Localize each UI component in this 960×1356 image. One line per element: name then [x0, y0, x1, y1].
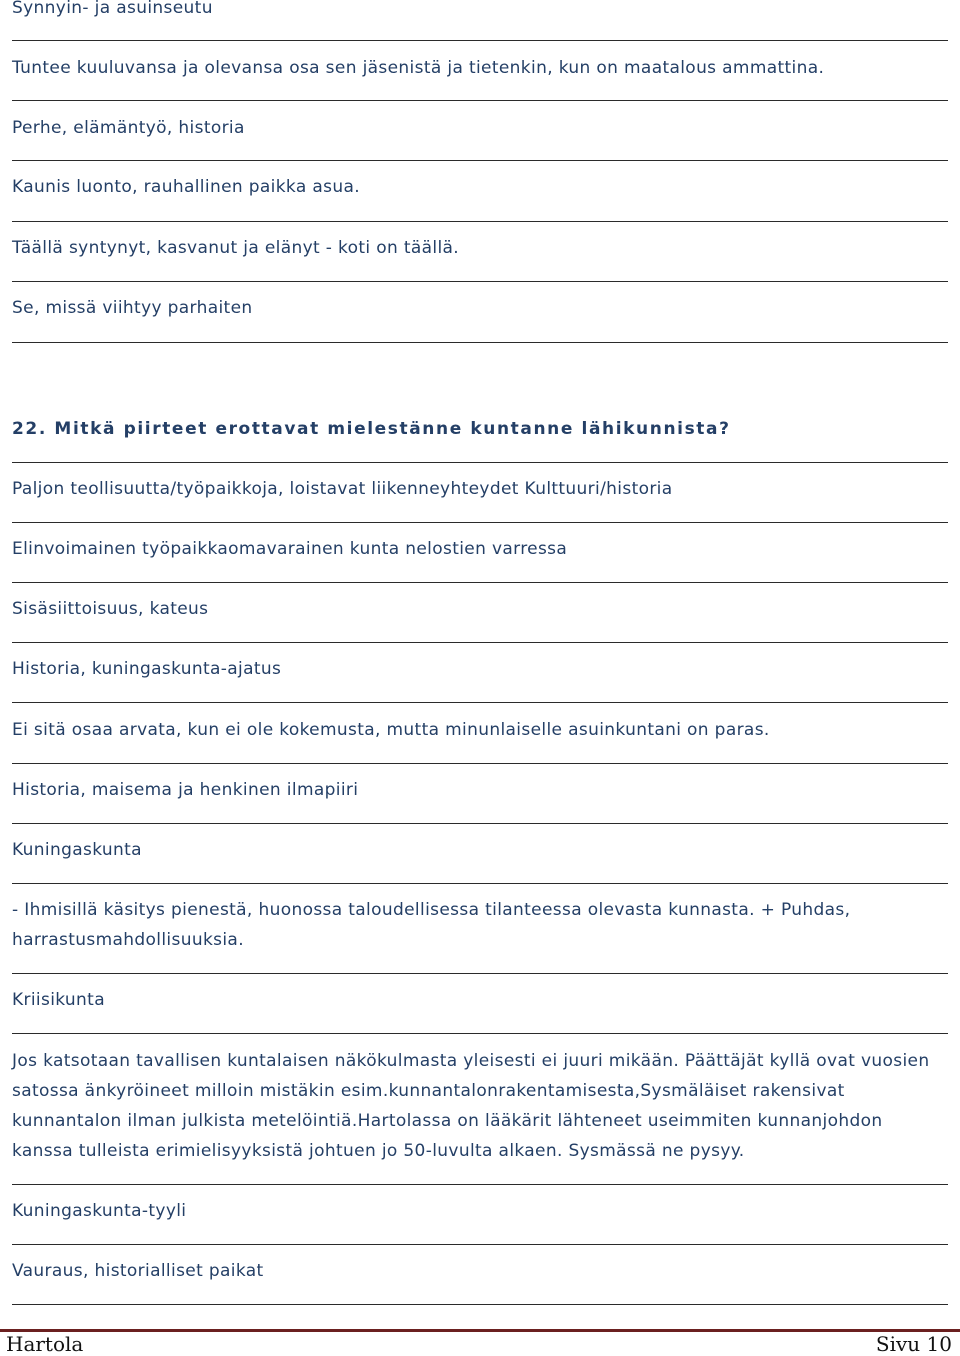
separator-line	[12, 462, 948, 463]
answer-item: Kriisikunta	[12, 990, 105, 1010]
answer-item: Kuningaskunta-tyyli	[12, 1201, 187, 1221]
answer-item: Paljon teollisuutta/työpaikkoja, loistavat liikenneyhteydet Kulttuuri/historia	[12, 479, 673, 499]
separator-line	[12, 100, 948, 101]
answer-item: - Ihmisillä käsitys pienestä, huonossa taloudellisessa tilanteessa olevasta kunnasta. + Puhdas, harrastusmahdollisuuksia.	[12, 900, 851, 950]
separator-line	[12, 823, 948, 824]
answer-item: Se, missä viihtyy parhaiten	[12, 298, 253, 318]
separator-line	[12, 1033, 948, 1034]
separator-line	[12, 582, 948, 583]
answer-item: Synnyin- ja asuinseutu	[12, 0, 213, 18]
footer-page-number: Sivu 10	[875, 1332, 952, 1356]
separator-line	[12, 1244, 948, 1245]
separator-line	[12, 1304, 948, 1305]
answer-item: Tuntee kuuluvansa ja olevansa osa sen jäsenistä ja tietenkin, kun on maatalous ammattina.	[12, 58, 825, 78]
answer-item: Perhe, elämäntyö, historia	[12, 118, 245, 138]
answer-item: Historia, maisema ja henkinen ilmapiiri	[12, 780, 359, 800]
answer-item: Kuningaskunta	[12, 840, 142, 860]
answer-item: Historia, kuningaskunta-ajatus	[12, 659, 282, 679]
separator-line	[12, 702, 948, 703]
footer-municipality: Hartola	[6, 1332, 84, 1356]
page-footer	[0, 1333, 960, 1356]
separator-line	[12, 1184, 948, 1185]
separator-line	[12, 883, 948, 884]
separator-line	[12, 642, 948, 643]
answer-item: Vauraus, historialliset paikat	[12, 1261, 264, 1281]
answer-item: Sisäsiittoisuus, kateus	[12, 599, 209, 619]
answer-item: Ei sitä osaa arvata, kun ei ole kokemusta, mutta minunlaiselle asuinkuntani on paras.	[12, 720, 770, 740]
answer-item: Kaunis luonto, rauhallinen paikka asua.	[12, 177, 360, 197]
separator-line	[12, 40, 948, 41]
separator-line	[12, 522, 948, 523]
answer-item: Elinvoimainen työpaikkaomavarainen kunta nelostien varressa	[12, 539, 568, 559]
question-heading: 22. Mitkä piirteet erottavat mielestänne kuntanne lähikunnista?	[12, 419, 731, 439]
answer-item: Täällä syntynyt, kasvanut ja elänyt - koti on täällä.	[12, 238, 460, 258]
answer-item: Jos katsotaan tavallisen kuntalaisen näkökulmasta yleisesti ei juuri mikään. Päättäjät kyllä ovat vuosien satossa änkyröineet milloin mistäkin esim.kunnantalonrakentamisesta,Sysmäläiset rakensivat kunnantalon ilman julkista metelöintiä.Hartolassa on lääkärit lähteneet useimmiten kunnanjohdon kanssa tulleista erimielisyyksistä johtuen jo 50-luvulta alkaen. Sysmässä ne pysyy.	[12, 1051, 930, 1161]
separator-line	[12, 281, 948, 282]
separator-line	[12, 763, 948, 764]
separator-line	[12, 221, 948, 222]
separator-line	[12, 160, 948, 161]
footer-rule	[0, 1329, 960, 1332]
separator-line	[12, 973, 948, 974]
separator-line	[12, 342, 948, 343]
